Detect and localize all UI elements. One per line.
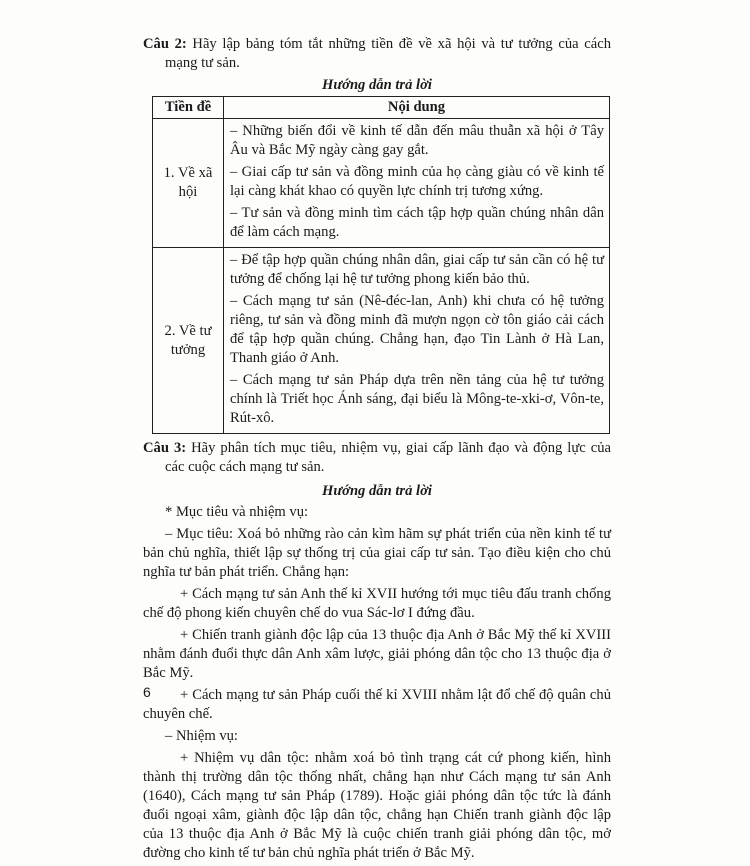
answer-paragraph: – Mục tiêu: Xoá bỏ những rào cản kìm hãm sự phát triển của nền kinh tế tư bản chủ nghĩa, thiết lập sự thống trị của giai cấp tư sản. Tạo điều kiện cho chủ nghĩa tư bản phát triển. Chẳng hạn: (143, 526, 611, 580)
row-label: 1. Về xã hội (153, 119, 224, 248)
answer-paragraph: + Cách mạng tư sản Anh thế kỉ XVII hướng tới mục tiêu đấu tranh chống chế độ phong kiến chuyên chế do vua Sác-lơ I đứng đầu. (143, 586, 611, 621)
list-item: – Giai cấp tư sản và đồng minh của họ càng giàu có về kinh tế lại càng khát khao có quyền lực chính trị tương xứng. (230, 164, 604, 199)
question-3-answer (143, 503, 611, 863)
page-number: 6 (143, 684, 151, 700)
question-3 (143, 439, 611, 477)
answer-paragraph: * Mục tiêu và nhiệm vụ: (165, 504, 309, 520)
question-2-label: Câu 2: (143, 36, 187, 52)
row-content (224, 248, 610, 434)
table-header-row (153, 97, 610, 119)
list-item: – Cách mạng tư sản Pháp dựa trên nền tảng của hệ tư tưởng chính là Triết học Ánh sáng, đại biểu là Mông-te-xki-ơ, Vôn-te, Rút-xô. (230, 372, 604, 426)
answer-paragraph: + Nhiệm vụ dân tộc: nhằm xoá bỏ tình trạng cát cứ phong kiến, hình thành thị trường dân tộc thống nhất, chẳng hạn như Cách mạng tư sản Anh (1640), Cách mạng tư sản Pháp (1789). Hoặc giải phóng dân tộc tức là đánh đuổi ngoại xâm, giành độc lập dân tộc, chẳng hạn Chiến tranh giành độc lập của 13 thuộc địa Anh ở Bắc Mỹ là cuộc chiến tranh giải phóng dân tộc, mở đường cho kinh tế tư bản chủ nghĩa phát triển ở Bắc Mỹ. (143, 750, 611, 861)
question-2-guide-title: Hướng dẫn trả lời (322, 77, 432, 93)
answer-paragraph: + Cách mạng tư sản Pháp cuối thế kỉ XVIII nhằm lật đổ chế độ quân chủ chuyên chế. (143, 687, 611, 722)
table-row (153, 119, 610, 248)
answer-paragraph: – Nhiệm vụ: (165, 728, 238, 744)
list-item: – Để tập hợp quần chúng nhân dân, giai cấp tư sản cần có hệ tư tưởng để chống lại hệ tư tưởng phong kiến bảo thủ. (230, 252, 604, 287)
list-item: – Tư sản và đồng minh tìm cách tập hợp quần chúng nhân dân để làm cách mạng. (230, 205, 604, 240)
document-page (143, 35, 611, 866)
question-2-text: Hãy lập bảng tóm tắt những tiền đề về xã hội và tư tưởng của cách mạng tư sản. (165, 36, 611, 71)
list-item: – Cách mạng tư sản (Nê-đéc-lan, Anh) khi chưa có hệ tưởng riêng, tư sản và đồng minh đã mượn ngọn cờ tôn giáo cải cách để tập hợp quần chúng. Chẳng hạn, đạo Tin Lành ở Hà Lan, Thanh giáo ở Anh. (230, 293, 604, 366)
question-2 (143, 35, 611, 73)
question-3-text: Hãy phân tích mục tiêu, nhiệm vụ, giai cấp lãnh đạo và động lực của các cuộc cách mạng tư sản. (165, 440, 611, 475)
premises-table (152, 96, 610, 434)
table-row (153, 248, 610, 434)
header-content: Nội dung (224, 97, 610, 119)
header-premise: Tiền đề (153, 97, 224, 119)
question-3-guide-title: Hướng dẫn trả lời (322, 483, 432, 499)
list-item: – Những biến đổi về kinh tế dẫn đến mâu thuẫn xã hội ở Tây Âu và Bắc Mỹ ngày càng gay gắt. (230, 123, 604, 158)
question-3-label: Câu 3: (143, 440, 187, 456)
row-label: 2. Về tư tưởng (153, 248, 224, 434)
row-content (224, 119, 610, 248)
answer-paragraph: + Chiến tranh giành độc lập của 13 thuộc địa Anh ở Bắc Mỹ thế kỉ XVIII nhằm đánh đuổi thực dân Anh xâm lược, giải phóng dân tộc cho 13 thuộc địa ở Bắc Mỹ. (143, 627, 611, 681)
